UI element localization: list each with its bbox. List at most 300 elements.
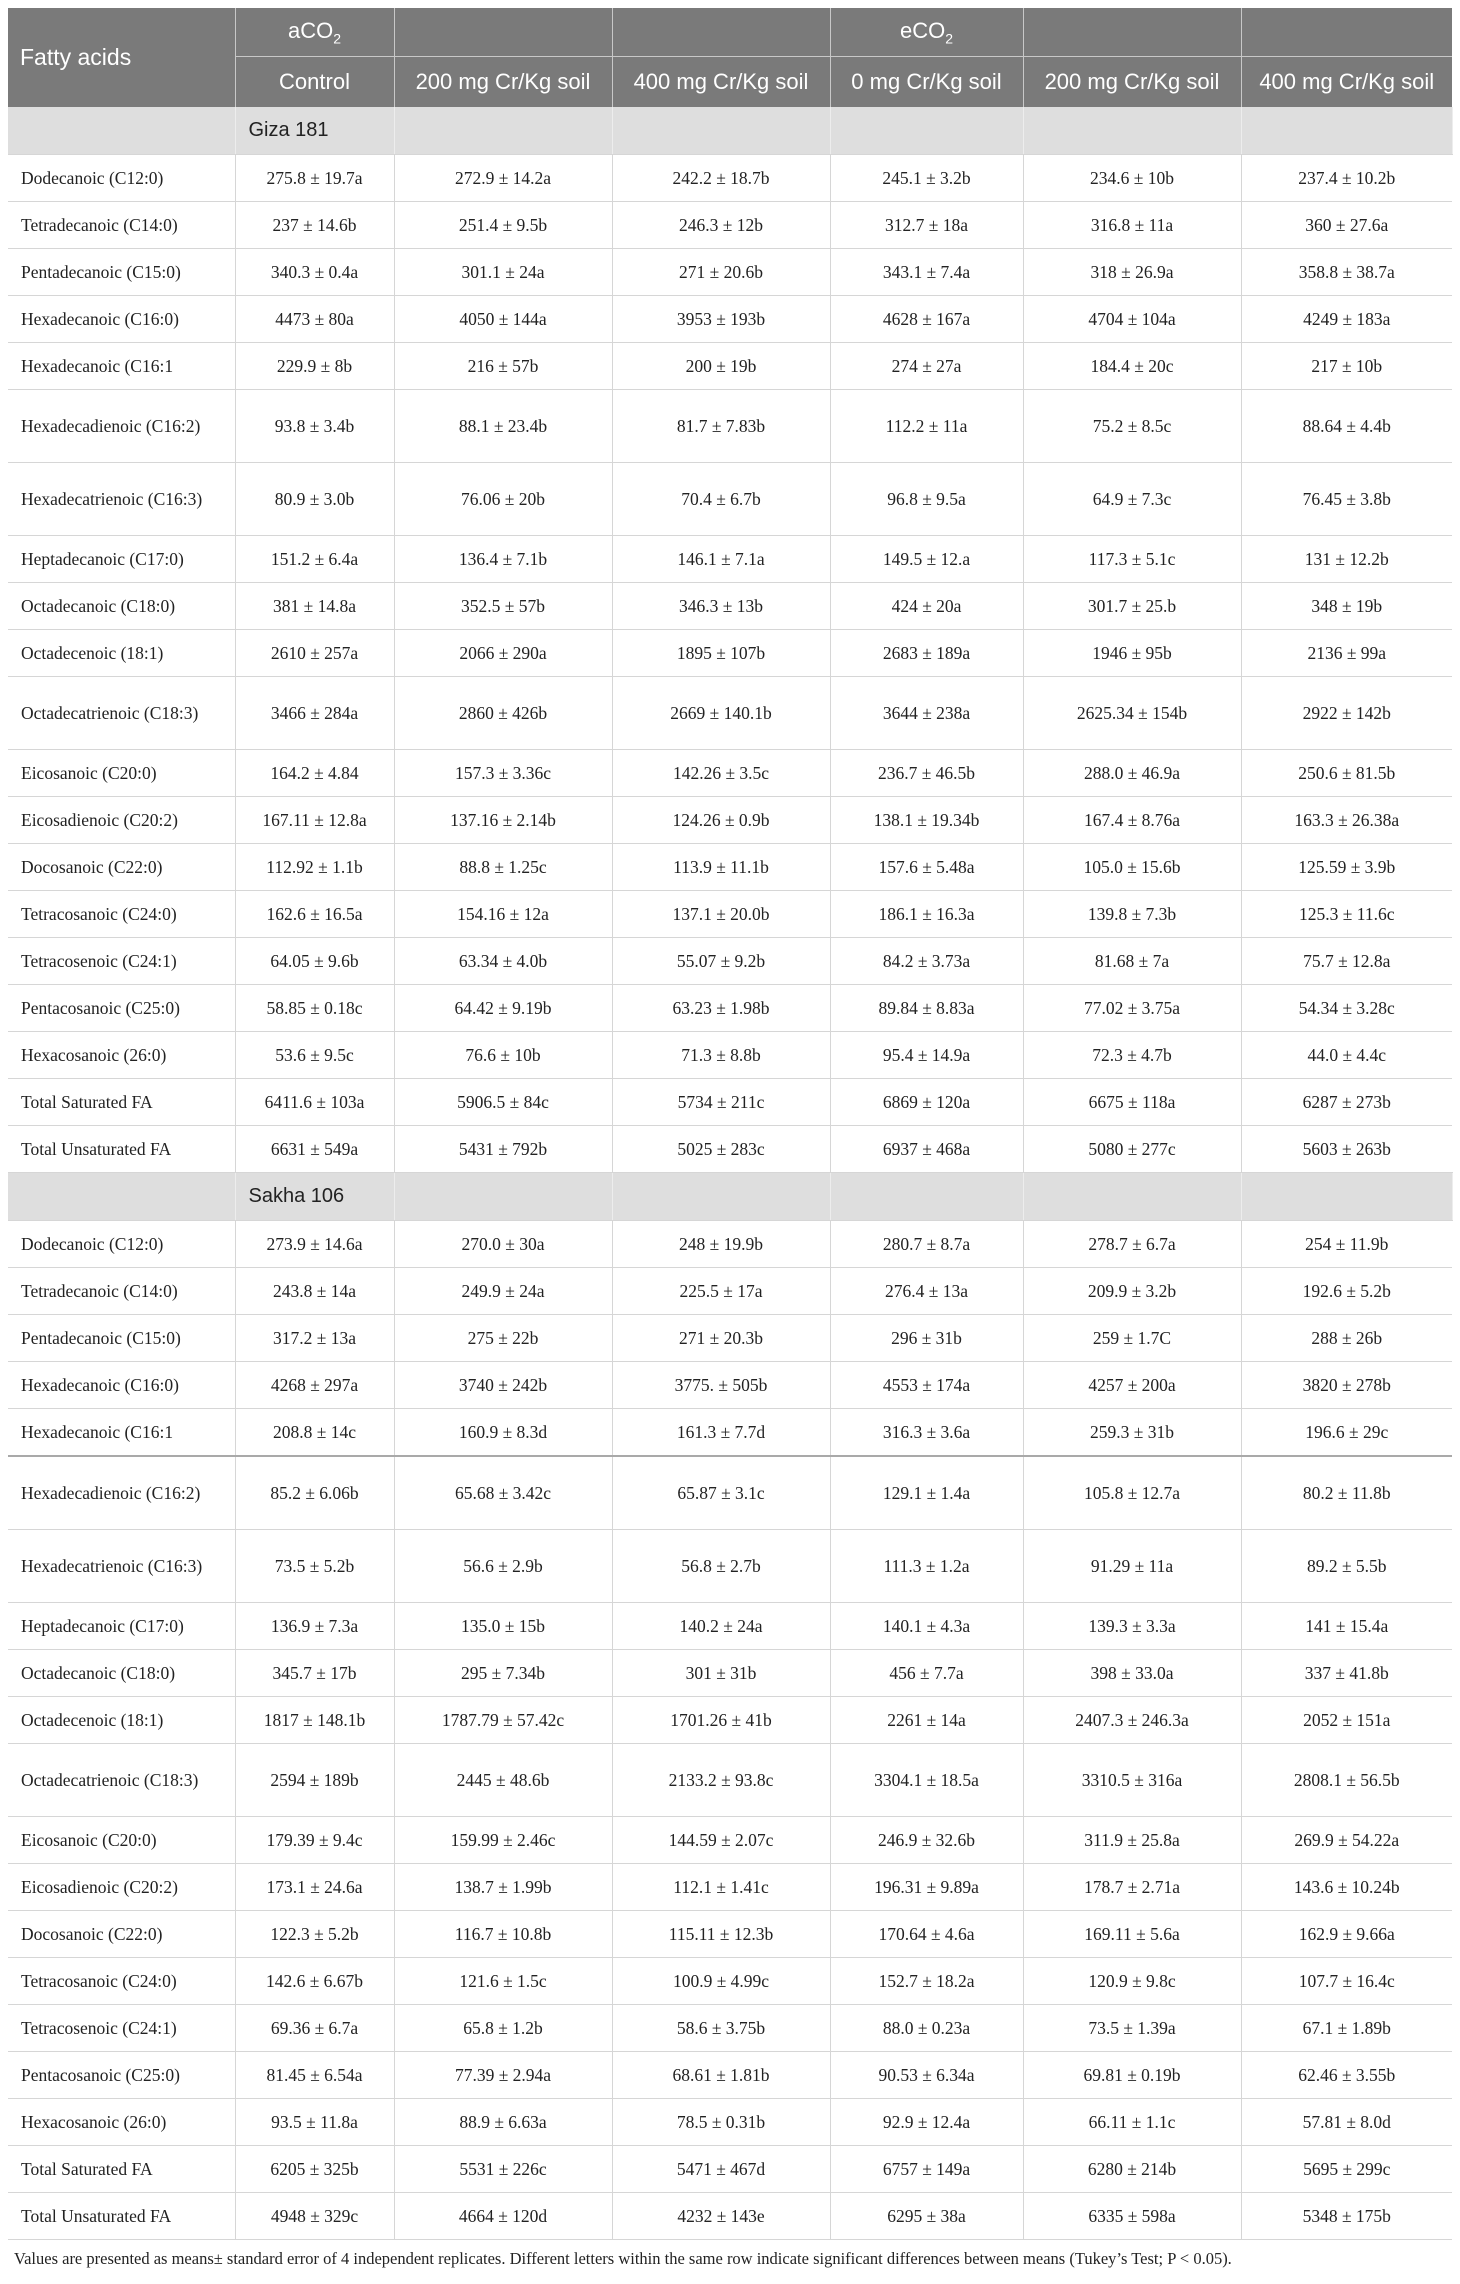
value-cell: 2683 ± 189a <box>830 630 1023 677</box>
value-cell: 78.5 ± 0.31b <box>612 2099 830 2146</box>
value-cell: 275.8 ± 19.7a <box>235 155 394 202</box>
value-cell: 278.7 ± 6.7a <box>1023 1221 1241 1268</box>
value-cell: 6675 ± 118a <box>1023 1079 1241 1126</box>
value-cell: 93.8 ± 3.4b <box>235 390 394 463</box>
value-cell: 272.9 ± 14.2a <box>394 155 612 202</box>
eco2-group-header: eCO$_2$ <box>830 8 1023 57</box>
value-cell: 301.7 ± 25.b <box>1023 583 1241 630</box>
value-cell: 64.42 ± 9.19b <box>394 985 612 1032</box>
fatty-acid-name: Pentadecanoic (C15:0) <box>8 1315 235 1362</box>
table-row <box>8 938 1452 985</box>
value-cell: 360 ± 27.6a <box>1241 202 1452 249</box>
value-cell: 76.06 ± 20b <box>394 463 612 536</box>
table-row <box>8 1268 1452 1315</box>
value-cell: 3740 ± 242b <box>394 1362 612 1409</box>
value-cell: 270.0 ± 30a <box>394 1221 612 1268</box>
value-cell: 76.6 ± 10b <box>394 1032 612 1079</box>
value-cell: 3466 ± 284a <box>235 677 394 750</box>
table-row <box>8 1409 1452 1457</box>
value-cell: 269.9 ± 54.22a <box>1241 1817 1452 1864</box>
value-cell: 275 ± 22b <box>394 1315 612 1362</box>
value-cell: 3644 ± 238a <box>830 677 1023 750</box>
value-cell: 162.9 ± 9.66a <box>1241 1911 1452 1958</box>
value-cell: 317.2 ± 13a <box>235 1315 394 1362</box>
table-row <box>8 1530 1452 1603</box>
value-cell: 92.9 ± 12.4a <box>830 2099 1023 2146</box>
value-cell: 234.6 ± 10b <box>1023 155 1241 202</box>
value-cell: 81.7 ± 7.83b <box>612 390 830 463</box>
value-cell: 80.9 ± 3.0b <box>235 463 394 536</box>
value-cell: 167.11 ± 12.8a <box>235 797 394 844</box>
value-cell: 5025 ± 283c <box>612 1126 830 1173</box>
fatty-acid-name: Eicosanoic (C20:0) <box>8 1817 235 1864</box>
value-cell: 91.29 ± 11a <box>1023 1530 1241 1603</box>
table-row <box>8 463 1452 536</box>
value-cell: 271 ± 20.3b <box>612 1315 830 1362</box>
table-row <box>8 1126 1452 1173</box>
value-cell: 88.0 ± 0.23a <box>830 2005 1023 2052</box>
value-cell: 57.81 ± 8.0d <box>1241 2099 1452 2146</box>
header-blank <box>1241 8 1452 57</box>
fatty-acid-name: Hexadecatrienoic (C16:3) <box>8 463 235 536</box>
value-cell: 85.2 ± 6.06b <box>235 1456 394 1530</box>
value-cell: 54.34 ± 3.28c <box>1241 985 1452 1032</box>
table-row <box>8 844 1452 891</box>
table-row <box>8 202 1452 249</box>
section-cell <box>612 107 830 155</box>
value-cell: 72.3 ± 4.7b <box>1023 1032 1241 1079</box>
table-row <box>8 750 1452 797</box>
value-cell: 63.34 ± 4.0b <box>394 938 612 985</box>
value-cell: 170.64 ± 4.6a <box>830 1911 1023 1958</box>
value-cell: 6287 ± 273b <box>1241 1079 1452 1126</box>
value-cell: 6937 ± 468a <box>830 1126 1023 1173</box>
section-cell <box>1023 1173 1241 1221</box>
fatty-acid-name: Dodecanoic (C12:0) <box>8 155 235 202</box>
header-blank <box>612 8 830 57</box>
value-cell: 348 ± 19b <box>1241 583 1452 630</box>
table-row <box>8 1079 1452 1126</box>
value-cell: 4473 ± 80a <box>235 296 394 343</box>
value-cell: 68.61 ± 1.81b <box>612 2052 830 2099</box>
section-cell <box>394 1173 612 1221</box>
value-cell: 73.5 ± 1.39a <box>1023 2005 1241 2052</box>
value-cell: 76.45 ± 3.8b <box>1241 463 1452 536</box>
value-cell: 6411.6 ± 103a <box>235 1079 394 1126</box>
value-cell: 273.9 ± 14.6a <box>235 1221 394 1268</box>
value-cell: 84.2 ± 3.73a <box>830 938 1023 985</box>
value-cell: 62.46 ± 3.55b <box>1241 2052 1452 2099</box>
value-cell: 2808.1 ± 56.5b <box>1241 1744 1452 1817</box>
value-cell: 243.8 ± 14a <box>235 1268 394 1315</box>
value-cell: 138.7 ± 1.99b <box>394 1864 612 1911</box>
value-cell: 5695 ± 299c <box>1241 2146 1452 2193</box>
value-cell: 111.3 ± 1.2a <box>830 1530 1023 1603</box>
fatty-acid-name: Total Saturated FA <box>8 2146 235 2193</box>
fatty-acid-name: Pentacosanoic (C25:0) <box>8 2052 235 2099</box>
fatty-acid-name: Total Unsaturated FA <box>8 2193 235 2240</box>
value-cell: 136.4 ± 7.1b <box>394 536 612 583</box>
value-cell: 337 ± 41.8b <box>1241 1650 1452 1697</box>
value-cell: 2407.3 ± 246.3a <box>1023 1697 1241 1744</box>
value-cell: 80.2 ± 11.8b <box>1241 1456 1452 1530</box>
table-row <box>8 1650 1452 1697</box>
fatty-acids-table <box>8 8 1453 2240</box>
fatty-acid-name: Hexadecanoic (C16:1 <box>8 1409 235 1457</box>
value-cell: 2625.34 ± 154b <box>1023 677 1241 750</box>
value-cell: 398 ± 33.0a <box>1023 1650 1241 1697</box>
value-cell: 122.3 ± 5.2b <box>235 1911 394 1958</box>
value-cell: 217 ± 10b <box>1241 343 1452 390</box>
value-cell: 157.3 ± 3.36c <box>394 750 612 797</box>
value-cell: 280.7 ± 8.7a <box>830 1221 1023 1268</box>
value-cell: 3775. ± 505b <box>612 1362 830 1409</box>
value-cell: 65.87 ± 3.1c <box>612 1456 830 1530</box>
value-cell: 140.1 ± 4.3a <box>830 1603 1023 1650</box>
section-name: Sakha 106 <box>235 1173 394 1221</box>
value-cell: 2922 ± 142b <box>1241 677 1452 750</box>
fatty-acid-name: Octadecatrienoic (C18:3) <box>8 1744 235 1817</box>
value-cell: 120.9 ± 9.8c <box>1023 1958 1241 2005</box>
value-cell: 5080 ± 277c <box>1023 1126 1241 1173</box>
value-cell: 88.9 ± 6.63a <box>394 2099 612 2146</box>
fatty-acid-name: Tetracosenoic (C24:1) <box>8 938 235 985</box>
table-row <box>8 677 1452 750</box>
value-cell: 6757 ± 149a <box>830 2146 1023 2193</box>
value-cell: 5603 ± 263b <box>1241 1126 1452 1173</box>
table-row <box>8 2146 1452 2193</box>
value-cell: 1895 ± 107b <box>612 630 830 677</box>
fatty-acid-name: Dodecanoic (C12:0) <box>8 1221 235 1268</box>
value-cell: 151.2 ± 6.4a <box>235 536 394 583</box>
section-cell <box>8 107 235 155</box>
value-cell: 173.1 ± 24.6a <box>235 1864 394 1911</box>
value-cell: 144.59 ± 2.07c <box>612 1817 830 1864</box>
value-cell: 229.9 ± 8b <box>235 343 394 390</box>
value-cell: 73.5 ± 5.2b <box>235 1530 394 1603</box>
value-cell: 316.8 ± 11a <box>1023 202 1241 249</box>
value-cell: 160.9 ± 8.3d <box>394 1409 612 1457</box>
value-cell: 89.2 ± 5.5b <box>1241 1530 1452 1603</box>
value-cell: 2669 ± 140.1b <box>612 677 830 750</box>
value-cell: 55.07 ± 9.2b <box>612 938 830 985</box>
fatty-acid-name: Total Saturated FA <box>8 1079 235 1126</box>
value-cell: 167.4 ± 8.76a <box>1023 797 1241 844</box>
value-cell: 149.5 ± 12.a <box>830 536 1023 583</box>
value-cell: 143.6 ± 10.24b <box>1241 1864 1452 1911</box>
fatty-acid-name: Hexacosanoic (26:0) <box>8 2099 235 2146</box>
fatty-acid-name: Tetradecanoic (C14:0) <box>8 1268 235 1315</box>
value-cell: 161.3 ± 7.7d <box>612 1409 830 1457</box>
value-cell: 152.7 ± 18.2a <box>830 1958 1023 2005</box>
value-cell: 251.4 ± 9.5b <box>394 202 612 249</box>
value-cell: 4704 ± 104a <box>1023 296 1241 343</box>
value-cell: 6869 ± 120a <box>830 1079 1023 1126</box>
value-cell: 139.8 ± 7.3b <box>1023 891 1241 938</box>
value-cell: 100.9 ± 4.99c <box>612 1958 830 2005</box>
value-cell: 5431 ± 792b <box>394 1126 612 1173</box>
table-row <box>8 2005 1452 2052</box>
section-cell <box>8 1173 235 1221</box>
value-cell: 424 ± 20a <box>830 583 1023 630</box>
value-cell: 4268 ± 297a <box>235 1362 394 1409</box>
value-cell: 271 ± 20.6b <box>612 249 830 296</box>
value-cell: 88.64 ± 4.4b <box>1241 390 1452 463</box>
value-cell: 163.3 ± 26.38a <box>1241 797 1452 844</box>
value-cell: 75.2 ± 8.5c <box>1023 390 1241 463</box>
value-cell: 2136 ± 99a <box>1241 630 1452 677</box>
value-cell: 89.84 ± 8.83a <box>830 985 1023 1032</box>
column-header: 0 mg Cr/Kg soil <box>830 57 1023 108</box>
value-cell: 4664 ± 120d <box>394 2193 612 2240</box>
section-cell <box>612 1173 830 1221</box>
table-row <box>8 249 1452 296</box>
value-cell: 3310.5 ± 316a <box>1023 1744 1241 1817</box>
value-cell: 164.2 ± 4.84 <box>235 750 394 797</box>
fatty-acid-name: Hexadecanoic (C16:1 <box>8 343 235 390</box>
value-cell: 2860 ± 426b <box>394 677 612 750</box>
value-cell: 58.85 ± 0.18c <box>235 985 394 1032</box>
fatty-acid-name: Docosanoic (C22:0) <box>8 1911 235 1958</box>
value-cell: 4948 ± 329c <box>235 2193 394 2240</box>
value-cell: 112.92 ± 1.1b <box>235 844 394 891</box>
value-cell: 346.3 ± 13b <box>612 583 830 630</box>
value-cell: 178.7 ± 2.71a <box>1023 1864 1241 1911</box>
value-cell: 456 ± 7.7a <box>830 1650 1023 1697</box>
column-header: 400 mg Cr/Kg soil <box>612 57 830 108</box>
value-cell: 71.3 ± 8.8b <box>612 1032 830 1079</box>
value-cell: 296 ± 31b <box>830 1315 1023 1362</box>
value-cell: 312.7 ± 18a <box>830 202 1023 249</box>
fatty-acid-name: Hexacosanoic (26:0) <box>8 1032 235 1079</box>
value-cell: 186.1 ± 16.3a <box>830 891 1023 938</box>
value-cell: 343.1 ± 7.4a <box>830 249 1023 296</box>
value-cell: 179.39 ± 9.4c <box>235 1817 394 1864</box>
value-cell: 184.4 ± 20c <box>1023 343 1241 390</box>
value-cell: 301.1 ± 24a <box>394 249 612 296</box>
value-cell: 6335 ± 598a <box>1023 2193 1241 2240</box>
section-cell <box>1241 107 1452 155</box>
fatty-acid-name: Hexadecatrienoic (C16:3) <box>8 1530 235 1603</box>
value-cell: 237.4 ± 10.2b <box>1241 155 1452 202</box>
section-cell <box>830 1173 1023 1221</box>
table-row <box>8 343 1452 390</box>
value-cell: 135.0 ± 15b <box>394 1603 612 1650</box>
table-row <box>8 985 1452 1032</box>
table-row <box>8 1315 1452 1362</box>
value-cell: 81.45 ± 6.54a <box>235 2052 394 2099</box>
value-cell: 66.11 ± 1.1c <box>1023 2099 1241 2146</box>
table-body <box>8 107 1452 2240</box>
value-cell: 125.59 ± 3.9b <box>1241 844 1452 891</box>
value-cell: 259.3 ± 31b <box>1023 1409 1241 1457</box>
value-cell: 113.9 ± 11.1b <box>612 844 830 891</box>
value-cell: 3304.1 ± 18.5a <box>830 1744 1023 1817</box>
fatty-acid-name: Pentadecanoic (C15:0) <box>8 249 235 296</box>
value-cell: 2261 ± 14a <box>830 1697 1023 1744</box>
value-cell: 53.6 ± 9.5c <box>235 1032 394 1079</box>
value-cell: 64.9 ± 7.3c <box>1023 463 1241 536</box>
value-cell: 1817 ± 148.1b <box>235 1697 394 1744</box>
value-cell: 64.05 ± 9.6b <box>235 938 394 985</box>
table-row <box>8 797 1452 844</box>
value-cell: 352.5 ± 57b <box>394 583 612 630</box>
table-header <box>8 8 1452 107</box>
value-cell: 192.6 ± 5.2b <box>1241 1268 1452 1315</box>
value-cell: 88.1 ± 23.4b <box>394 390 612 463</box>
value-cell: 6631 ± 549a <box>235 1126 394 1173</box>
column-header: Control <box>235 57 394 108</box>
value-cell: 245.1 ± 3.2b <box>830 155 1023 202</box>
table-row <box>8 1864 1452 1911</box>
value-cell: 154.16 ± 12a <box>394 891 612 938</box>
table-footnote: Values are presented as means± standard error of 4 independent replicates. Different letters within the same row indicate significant differences between means (Tukey’s Test; P < 0.05). <box>14 2249 1232 2268</box>
fatty-acid-name: Tetracosenoic (C24:1) <box>8 2005 235 2052</box>
value-cell: 157.6 ± 5.48a <box>830 844 1023 891</box>
value-cell: 142.26 ± 3.5c <box>612 750 830 797</box>
value-cell: 105.0 ± 15.6b <box>1023 844 1241 891</box>
value-cell: 254 ± 11.9b <box>1241 1221 1452 1268</box>
value-cell: 3820 ± 278b <box>1241 1362 1452 1409</box>
value-cell: 209.9 ± 3.2b <box>1023 1268 1241 1315</box>
header-blank <box>394 8 612 57</box>
value-cell: 250.6 ± 81.5b <box>1241 750 1452 797</box>
value-cell: 259 ± 1.7C <box>1023 1315 1241 1362</box>
value-cell: 75.7 ± 12.8a <box>1241 938 1452 985</box>
value-cell: 6280 ± 214b <box>1023 2146 1241 2193</box>
value-cell: 3953 ± 193b <box>612 296 830 343</box>
value-cell: 88.8 ± 1.25c <box>394 844 612 891</box>
value-cell: 112.1 ± 1.41c <box>612 1864 830 1911</box>
value-cell: 301 ± 31b <box>612 1650 830 1697</box>
fatty-acid-name: Octadecanoic (C18:0) <box>8 1650 235 1697</box>
value-cell: 200 ± 19b <box>612 343 830 390</box>
table-row <box>8 1817 1452 1864</box>
value-cell: 1701.26 ± 41b <box>612 1697 830 1744</box>
value-cell: 95.4 ± 14.9a <box>830 1032 1023 1079</box>
value-cell: 2066 ± 290a <box>394 630 612 677</box>
fatty-acid-name: Eicosanoic (C20:0) <box>8 750 235 797</box>
fatty-acid-name: Heptadecanoic (C17:0) <box>8 1603 235 1650</box>
table-row <box>8 583 1452 630</box>
value-cell: 288.0 ± 46.9a <box>1023 750 1241 797</box>
value-cell: 81.68 ± 7a <box>1023 938 1241 985</box>
value-cell: 237 ± 14.6b <box>235 202 394 249</box>
value-cell: 96.8 ± 9.5a <box>830 463 1023 536</box>
fatty-acid-name: Hexadecadienoic (C16:2) <box>8 1456 235 1530</box>
value-cell: 5348 ± 175b <box>1241 2193 1452 2240</box>
table-row <box>8 390 1452 463</box>
value-cell: 117.3 ± 5.1c <box>1023 536 1241 583</box>
value-cell: 311.9 ± 25.8a <box>1023 1817 1241 1864</box>
value-cell: 4232 ± 143e <box>612 2193 830 2240</box>
value-cell: 90.53 ± 6.34a <box>830 2052 1023 2099</box>
value-cell: 2052 ± 151a <box>1241 1697 1452 1744</box>
value-cell: 58.6 ± 3.75b <box>612 2005 830 2052</box>
value-cell: 246.3 ± 12b <box>612 202 830 249</box>
value-cell: 121.6 ± 1.5c <box>394 1958 612 2005</box>
fatty-acid-name: Hexadecadienoic (C16:2) <box>8 390 235 463</box>
value-cell: 6295 ± 38a <box>830 2193 1023 2240</box>
value-cell: 162.6 ± 16.5a <box>235 891 394 938</box>
value-cell: 5906.5 ± 84c <box>394 1079 612 1126</box>
value-cell: 2445 ± 48.6b <box>394 1744 612 1817</box>
table-row <box>8 1032 1452 1079</box>
fatty-acid-name: Octadecenoic (18:1) <box>8 1697 235 1744</box>
value-cell: 1946 ± 95b <box>1023 630 1241 677</box>
value-cell: 67.1 ± 1.89b <box>1241 2005 1452 2052</box>
value-cell: 139.3 ± 3.3a <box>1023 1603 1241 1650</box>
value-cell: 4257 ± 200a <box>1023 1362 1241 1409</box>
value-cell: 216 ± 57b <box>394 343 612 390</box>
value-cell: 63.23 ± 1.98b <box>612 985 830 1032</box>
value-cell: 225.5 ± 17a <box>612 1268 830 1315</box>
value-cell: 288 ± 26b <box>1241 1315 1452 1362</box>
table-row <box>8 1362 1452 1409</box>
value-cell: 125.3 ± 11.6c <box>1241 891 1452 938</box>
table-row <box>8 1911 1452 1958</box>
fatty-acid-name: Total Unsaturated FA <box>8 1126 235 1173</box>
column-header: 200 mg Cr/Kg soil <box>1023 57 1241 108</box>
table-row <box>8 2193 1452 2240</box>
aco2-group-header: aCO$_2$ <box>235 8 394 57</box>
value-cell: 44.0 ± 4.4c <box>1241 1032 1452 1079</box>
value-cell: 137.16 ± 2.14b <box>394 797 612 844</box>
table-row <box>8 296 1452 343</box>
table-row <box>8 536 1452 583</box>
value-cell: 129.1 ± 1.4a <box>830 1456 1023 1530</box>
value-cell: 65.68 ± 3.42c <box>394 1456 612 1530</box>
value-cell: 77.39 ± 2.94a <box>394 2052 612 2099</box>
section-header-row <box>8 1173 1452 1221</box>
table-row <box>8 1221 1452 1268</box>
fatty-acid-name: Octadecanoic (C18:0) <box>8 583 235 630</box>
section-cell <box>830 107 1023 155</box>
section-cell <box>1023 107 1241 155</box>
value-cell: 146.1 ± 7.1a <box>612 536 830 583</box>
value-cell: 236.7 ± 46.5b <box>830 750 1023 797</box>
section-header-row <box>8 107 1452 155</box>
fatty-acid-name: Tetradecanoic (C14:0) <box>8 202 235 249</box>
fatty-acid-name: Pentacosanoic (C25:0) <box>8 985 235 1032</box>
value-cell: 69.81 ± 0.19b <box>1023 2052 1241 2099</box>
value-cell: 2133.2 ± 93.8c <box>612 1744 830 1817</box>
value-cell: 4249 ± 183a <box>1241 296 1452 343</box>
value-cell: 4050 ± 144a <box>394 296 612 343</box>
value-cell: 2594 ± 189b <box>235 1744 394 1817</box>
fatty-acid-name: Tetracosanoic (C24:0) <box>8 1958 235 2005</box>
fatty-acid-name: Docosanoic (C22:0) <box>8 844 235 891</box>
value-cell: 5531 ± 226c <box>394 2146 612 2193</box>
value-cell: 116.7 ± 10.8b <box>394 1911 612 1958</box>
fatty-acid-name: Octadecatrienoic (C18:3) <box>8 677 235 750</box>
value-cell: 169.11 ± 5.6a <box>1023 1911 1241 1958</box>
column-header: 400 mg Cr/Kg soil <box>1241 57 1452 108</box>
value-cell: 124.26 ± 0.9b <box>612 797 830 844</box>
value-cell: 140.2 ± 24a <box>612 1603 830 1650</box>
value-cell: 136.9 ± 7.3a <box>235 1603 394 1650</box>
value-cell: 246.9 ± 32.6b <box>830 1817 1023 1864</box>
table-row <box>8 155 1452 202</box>
fatty-acid-name: Tetracosanoic (C24:0) <box>8 891 235 938</box>
value-cell: 5734 ± 211c <box>612 1079 830 1126</box>
value-cell: 69.36 ± 6.7a <box>235 2005 394 2052</box>
section-cell <box>1241 1173 1452 1221</box>
table-row <box>8 891 1452 938</box>
value-cell: 381 ± 14.8a <box>235 583 394 630</box>
value-cell: 137.1 ± 20.0b <box>612 891 830 938</box>
fatty-acid-name: Eicosadienoic (C20:2) <box>8 797 235 844</box>
